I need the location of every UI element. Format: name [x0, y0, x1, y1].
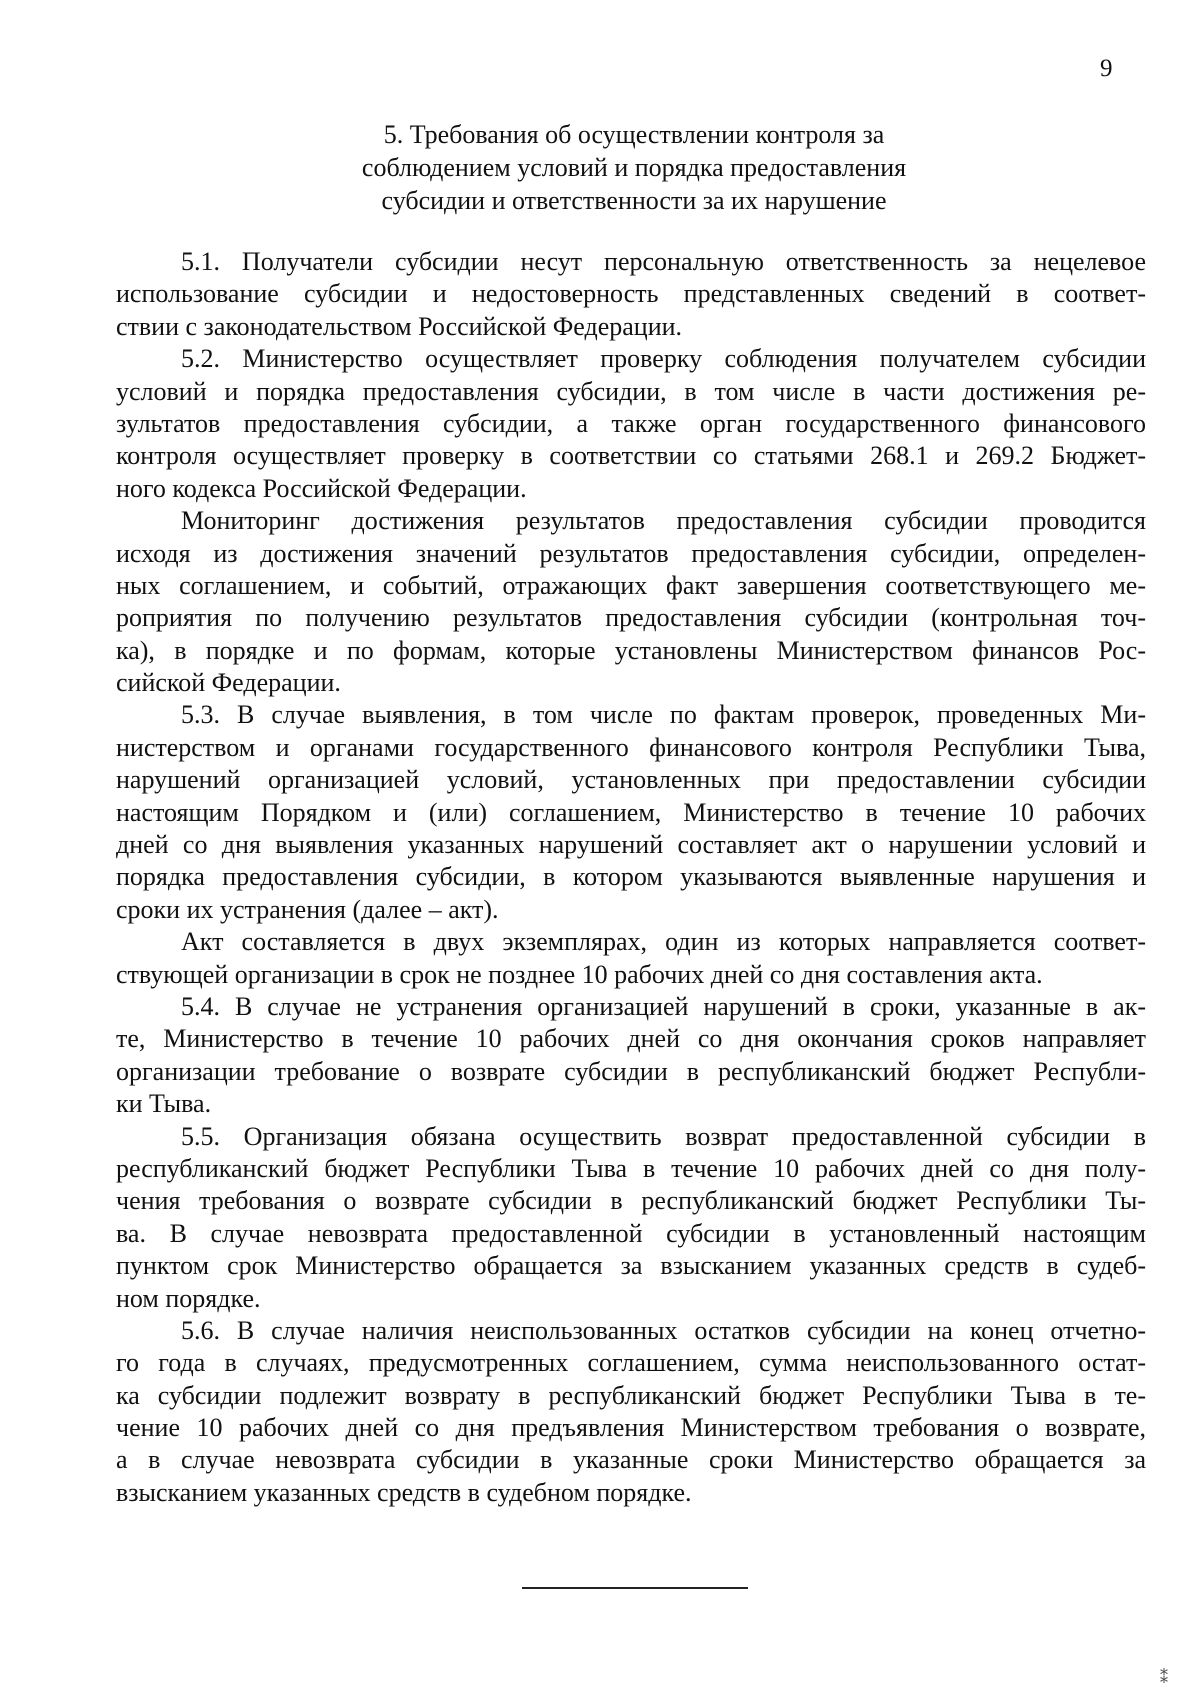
text-line: те, Министерство в течение 10 рабочих дней со дня окончания сроков направляет: [116, 1024, 1146, 1054]
text-line: контроля осуществляет проверку в соответствии со статьями 268.1 и 269.2 Бюджет-: [116, 441, 1146, 471]
text-line: роприятия по получению результатов предоставления субсидии (контрольная точ-: [116, 603, 1146, 633]
paragraph-5-4: [116, 991, 1146, 1121]
text-line: чение 10 рабочих дней со дня предъявления Министерством требования о возврате,: [116, 1413, 1146, 1443]
text-line: ва. В случае невозврата предоставленной субсидии в установленный настоящим: [116, 1218, 1146, 1248]
text-line: порядка предоставления субсидии, в котором указываются выявленные нарушения и: [116, 862, 1146, 892]
text-line: пунктом срок Министерство обращается за взысканием указанных средств в судеб-: [116, 1251, 1146, 1281]
text-line: сроки их устранения (далее – акт).: [116, 894, 499, 924]
heading-line: субсидии и ответственности за их нарушение: [381, 186, 887, 215]
text-line: ка субсидии подлежит возврату в республиканский бюджет Республики Тыва в те-: [116, 1380, 1146, 1410]
text-line: организации требование о возврате субсидии в республиканский бюджет Республи-: [116, 1056, 1146, 1086]
text-line: исходя из достижения значений результатов предоставления субсидии, определен-: [116, 538, 1146, 568]
text-line: ных соглашением, и событий, отражающих факт завершения соответствующего ме-: [116, 570, 1146, 600]
text-line: зультатов предоставления субсидии, а также орган государственного финансового: [116, 408, 1146, 438]
scan-mark-icon: ⁑: [1160, 1670, 1168, 1687]
text-line: ки Тыва.: [116, 1089, 212, 1119]
text-line: взысканием указанных средств в судебном порядке.: [116, 1477, 692, 1507]
text-line: Мониторинг достижения результатов предоставления субсидии проводится: [181, 506, 1146, 536]
paragraph-5-6: [116, 1315, 1146, 1509]
text-line: ка), в порядке и по формам, которые установлены Министерством финансов Рос-: [116, 635, 1146, 665]
paragraph-act: [116, 926, 1146, 991]
paragraph-5-5: [116, 1121, 1146, 1315]
text-line: ного кодекса Российской Федерации.: [116, 473, 527, 503]
paragraph-monitoring: [116, 505, 1146, 699]
document-body: [116, 246, 1146, 1509]
text-line: настоящим Порядком и (или) соглашением, Министерство в течение 10 рабочих: [116, 797, 1146, 827]
text-line: 5.5. Организация обязана осуществить возврат предоставленной субсидии в: [181, 1121, 1146, 1151]
section-heading: [200, 118, 1068, 217]
text-line: чения требования о возврате субсидии в республиканский бюджет Республики Ты-: [116, 1186, 1146, 1216]
paragraph-5-1: [116, 246, 1146, 343]
text-line: сийской Федерации.: [116, 668, 341, 698]
heading-line: соблюдением условий и порядка предоставления: [361, 153, 907, 182]
text-line: го года в случаях, предусмотренных соглашением, сумма неиспользованного остат-: [116, 1348, 1146, 1378]
text-line: 5.1. Получатели субсидии несут персональную ответственность за нецелевое: [181, 247, 1146, 276]
page-number: 9: [1100, 55, 1113, 82]
text-line: ном порядке.: [116, 1283, 261, 1313]
paragraph-5-3: [116, 699, 1146, 926]
text-line: 5.3. В случае выявления, в том числе по фактам проверок, проведенных Ми-: [181, 700, 1146, 730]
heading-line: 5. Требования об осуществлении контроля за: [383, 120, 885, 149]
text-line: нарушений организацией условий, установленных при предоставлении субсидии: [116, 765, 1146, 795]
text-line: использование субсидии и недостоверность представленных сведений в соответ-: [116, 279, 1146, 309]
text-line: ствующей организации в срок не позднее 10 рабочих дней со дня составления акта.: [116, 959, 1043, 989]
text-line: 5.4. В случае не устранения организацией нарушений в сроки, указанные в ак-: [181, 991, 1146, 1021]
text-line: нистерством и органами государственного финансового контроля Республики Тыва,: [116, 732, 1146, 762]
text-line: республиканский бюджет Республики Тыва в течение 10 рабочих дней со дня полу-: [116, 1153, 1146, 1183]
text-line: 5.2. Министерство осуществляет проверку соблюдения получателем субсидии: [181, 344, 1146, 374]
closing-divider-line: [522, 1587, 748, 1589]
text-line: условий и порядка предоставления субсидии, в том числе в части достижения ре-: [116, 376, 1146, 406]
paragraph-5-2: [116, 343, 1146, 505]
text-line: ствии с законодательством Российской Федерации.: [116, 311, 683, 341]
text-line: а в случае невозврата субсидии в указанные сроки Министерство обращается за: [116, 1445, 1146, 1475]
text-line: Акт составляется в двух экземплярах, один из которых направляется соответ-: [181, 927, 1146, 957]
text-line: дней со дня выявления указанных нарушений составляет акт о нарушении условий и: [116, 830, 1146, 860]
text-line: 5.6. В случае наличия неиспользованных остатков субсидии на конец отчетно-: [181, 1315, 1146, 1345]
